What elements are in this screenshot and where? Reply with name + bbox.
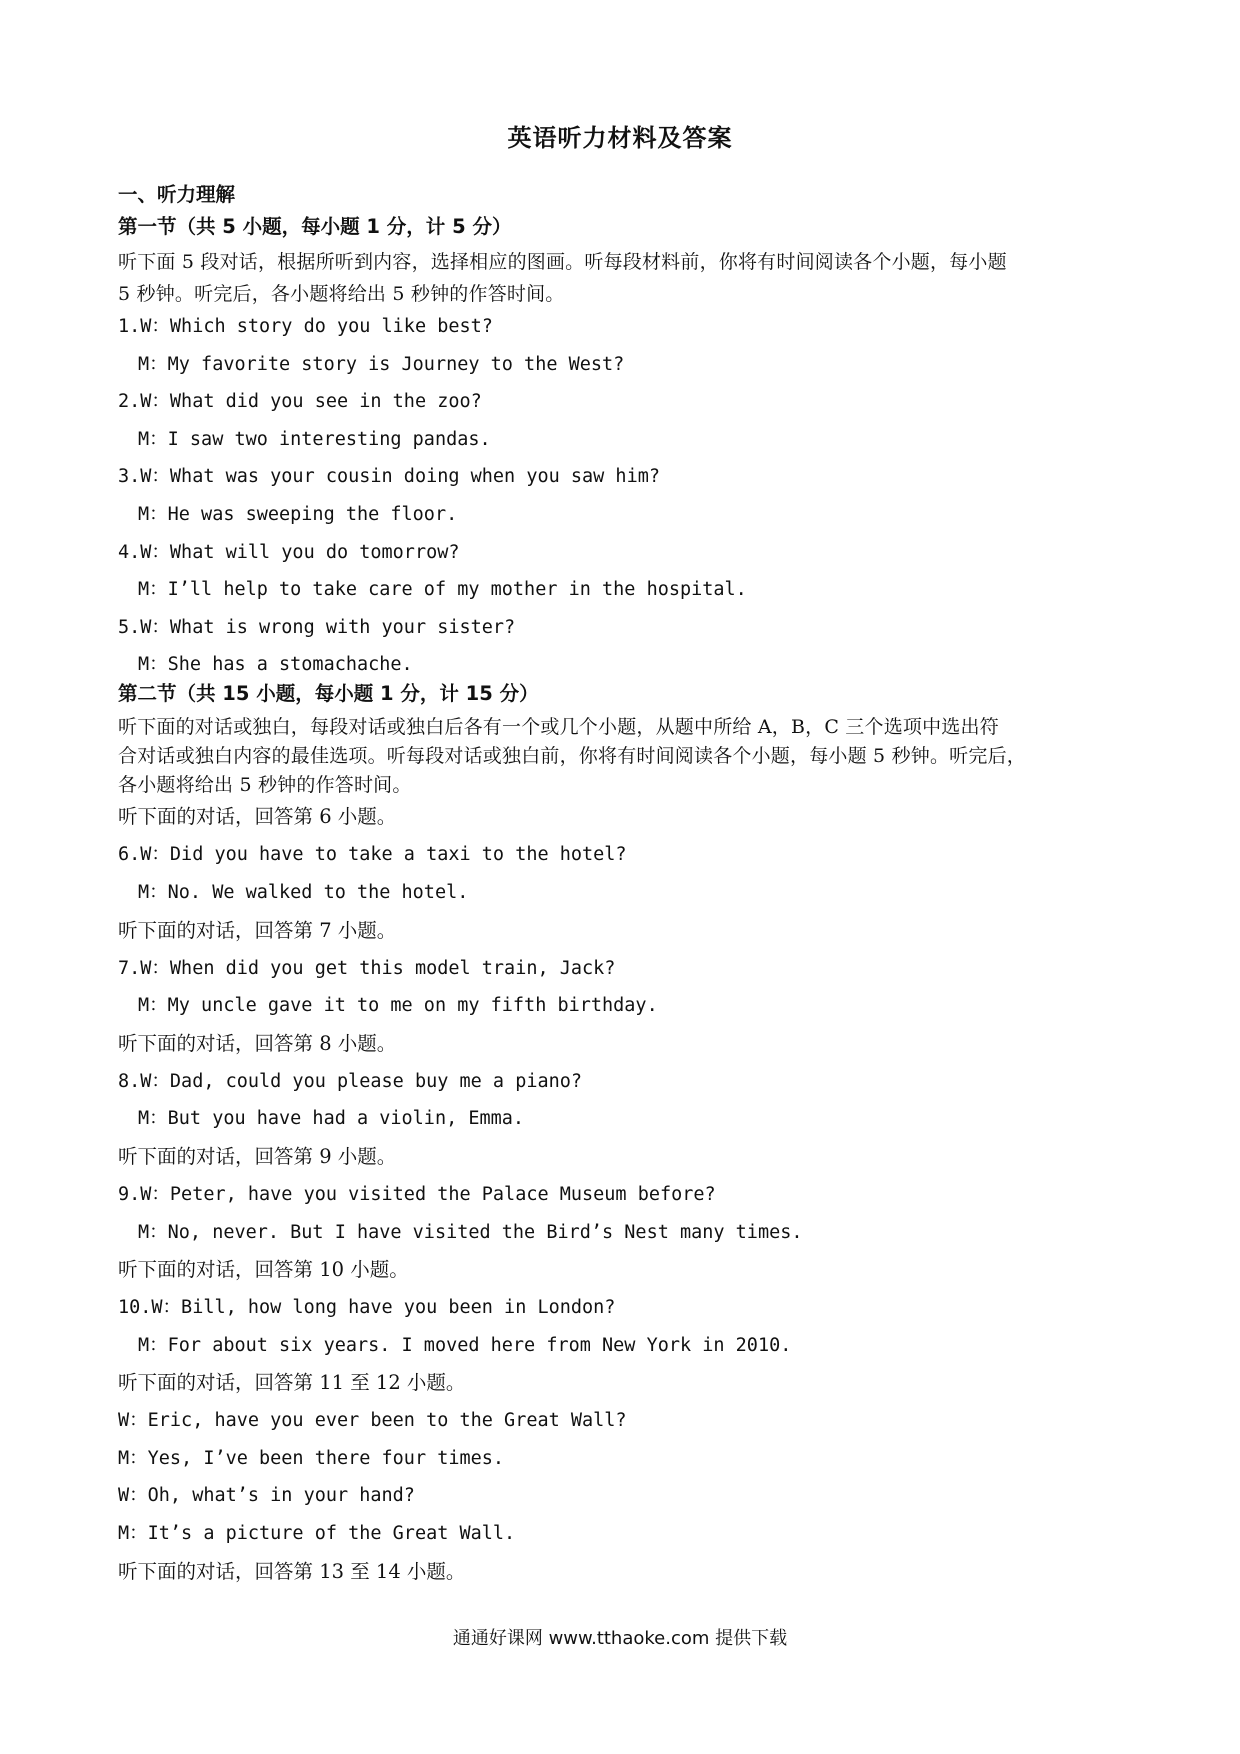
dialog-line: M：She has a stomachache. [138, 654, 413, 676]
dialog-line: 7.W：When did you get this model train, Jack? [118, 957, 616, 979]
question-lead: 听下面的对话，回答第 6 小题。 [118, 805, 397, 829]
part-heading: 一、听力理解 [118, 183, 236, 206]
question-lead: 听下面的对话，回答第 10 小题。 [118, 1258, 409, 1282]
dialog-line: M：My favorite story is Journey to the West? [138, 353, 625, 375]
section2-instructions [118, 713, 1138, 800]
instruction-line: 各小题将给出 5 秒钟的作答时间。 [118, 774, 412, 797]
dialog-line: M：Yes, I’ve been there four times. [118, 1447, 505, 1469]
page-title: 英语听力材料及答案 [507, 124, 733, 152]
question-lead: 听下面的对话，回答第 9 小题。 [118, 1144, 397, 1168]
dialog-line: W：Eric, have you ever been to the Great Wall? [118, 1410, 627, 1432]
page-footer: 通通好课网 www.tthaoke.com 提供下载 [452, 1628, 788, 1649]
section1-instructions [118, 246, 1138, 310]
dialog-line: 3.W：What was your cousin doing when you saw him? [118, 466, 660, 488]
instruction-line: 听下面的对话或独白，每段对话或独白后各有一个或几个小题，从题中所给 A，B，C 三个选项中选出符 [118, 716, 999, 739]
dialog-line: M：I saw two interesting pandas. [138, 428, 491, 450]
dialog-line: 2.W：What did you see in the zoo? [118, 391, 482, 413]
dialog-line: M：I’ll help to take care of my mother in the hospital. [138, 579, 747, 601]
section1-heading: 第一节（共 5 小题，每小题 1 分，计 5 分） [118, 215, 512, 238]
document-content [118, 182, 1138, 1597]
dialog-line: 5.W：What is wrong with your sister? [118, 616, 516, 638]
question-lead: 听下面的对话，回答第 8 小题。 [118, 1031, 397, 1055]
dialog-line: 6.W：Did you have to take a taxi to the hotel? [118, 844, 627, 866]
dialog-line: M：He was sweeping the floor. [138, 503, 458, 525]
section2-heading: 第二节（共 15 小题，每小题 1 分，计 15 分） [118, 682, 539, 706]
dialog-line: M：For about six years. I moved here from New York in 2010. [138, 1334, 792, 1356]
dialog-line: 4.W：What will you do tomorrow? [118, 541, 460, 563]
instruction-line: 合对话或独白内容的最佳选项。听每段对话或独白前，你将有时间阅读各个小题，每小题 5 秒钟。听完后， [118, 745, 1026, 768]
dialog-line: 1.W：Which story do you like best? [118, 316, 493, 337]
dialog-line: M：My uncle gave it to me on my fifth birthday. [138, 995, 658, 1017]
dialog-line: 9.W：Peter, have you visited the Palace Museum before? [118, 1183, 716, 1205]
instruction-line: 听下面 5 段对话，根据所听到内容，选择相应的图画。听每段材料前，你将有时间阅读各个小题，每小题 [118, 251, 1007, 273]
dialog-line: W：Oh, what’s in your hand? [118, 1485, 415, 1507]
dialog-line: 10.W：Bill, how long have you been in London? [118, 1297, 616, 1319]
dialog-line: M：But you have had a violin, Emma. [138, 1108, 525, 1130]
dialog-line: 8.W：Dad, could you please buy me a piano? [118, 1070, 583, 1092]
instruction-line: 5 秒钟。听完后，各小题将给出 5 秒钟的作答时间。 [118, 283, 565, 305]
question-lead: 听下面的对话，回答第 11 至 12 小题。 [118, 1371, 466, 1395]
dialog-line: M：It’s a picture of the Great Wall. [118, 1523, 516, 1545]
dialog-line: M：No, never. But I have visited the Bird’s Nest many times. [138, 1221, 803, 1243]
question-lead: 听下面的对话，回答第 7 小题。 [118, 918, 397, 942]
question-lead: 听下面的对话，回答第 13 至 14 小题。 [118, 1559, 466, 1583]
dialog-line: M：No. We walked to the hotel. [138, 881, 469, 903]
